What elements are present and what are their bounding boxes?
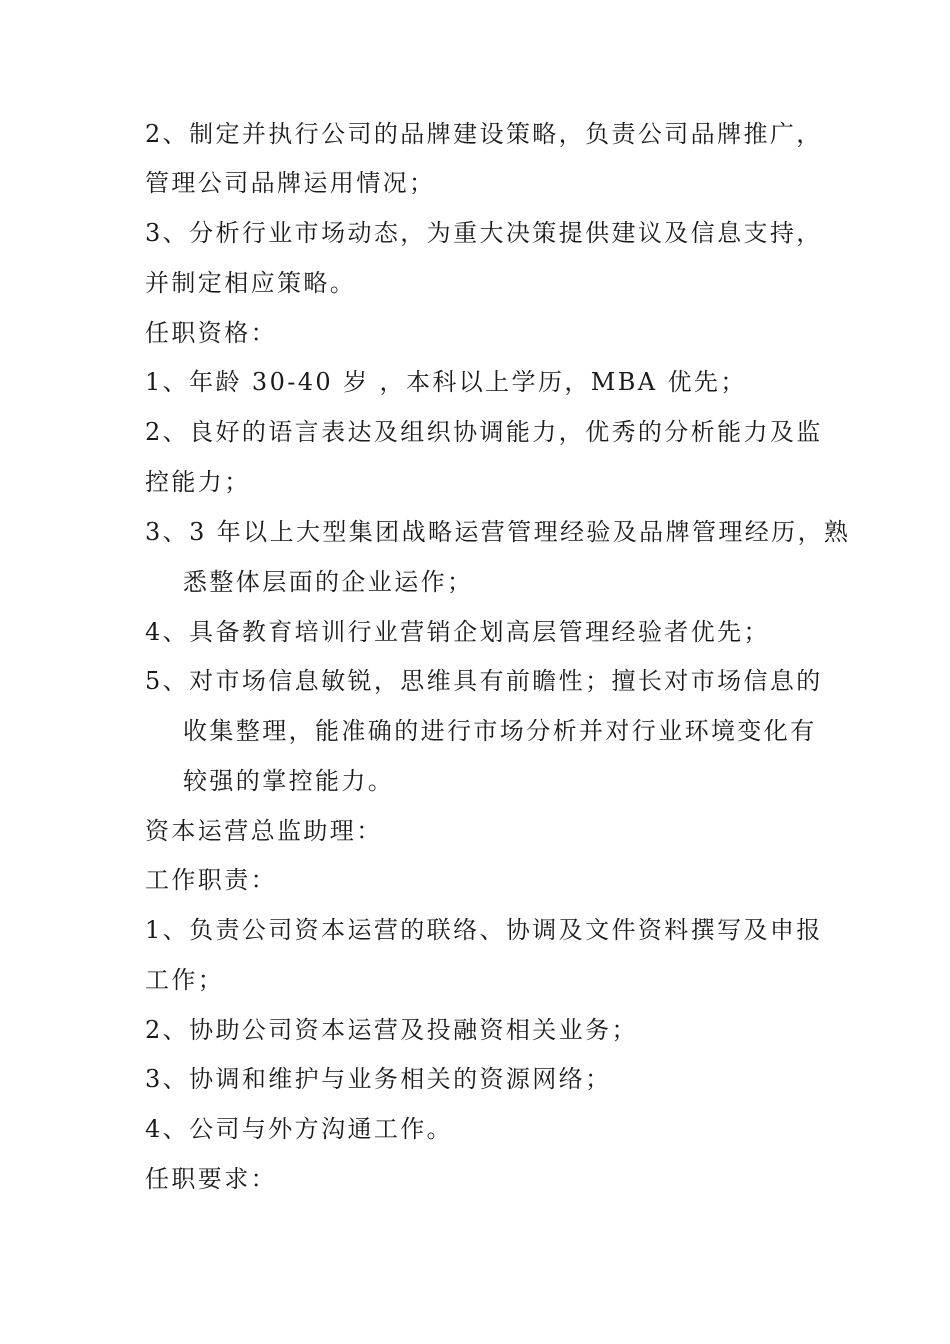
- section-heading: 工作职责：: [145, 866, 277, 894]
- text-line: 管理公司品牌运用情况；: [145, 169, 436, 197]
- text-line: 3、3 年以上大型集团战略运营管理经验及品牌管理经历，熟: [145, 518, 851, 546]
- section-heading: 资本运营总监助理：: [145, 817, 383, 845]
- text-line: 并制定相应策略。: [145, 269, 357, 297]
- text-line: 4、具备教育培训行业营销企划高层管理经验者优先；: [145, 618, 770, 646]
- text-line: 收集整理，能准确的进行市场分析并对行业环境变化有: [183, 717, 817, 745]
- text-line: 1、年龄 30-40 岁 ，本科以上学历，MBA 优先；: [145, 368, 747, 396]
- text-line: 3、协调和维护与业务相关的资源网络；: [145, 1065, 612, 1093]
- text-line: 4、公司与外方沟通工作。: [145, 1115, 454, 1143]
- section-heading: 任职资格：: [145, 319, 277, 347]
- text-line: 工作；: [145, 966, 225, 994]
- text-line: 1、负责公司资本运营的联络、协调及文件资料撰写及申报: [145, 916, 823, 944]
- text-line: 控能力；: [145, 468, 251, 496]
- text-line: 3、分析行业市场动态，为重大决策提供建议及信息支持，: [145, 219, 823, 247]
- text-line: 2、协助公司资本运营及投融资相关业务；: [145, 1016, 638, 1044]
- section-heading: 任职要求：: [145, 1165, 277, 1193]
- text-line: 悉整体层面的企业运作；: [183, 568, 474, 596]
- text-line: 2、良好的语言表达及组织协调能力，优秀的分析能力及监: [145, 418, 823, 446]
- text-line: 2、制定并执行公司的品牌建设策略，负责公司品牌推广，: [145, 120, 823, 148]
- text-line: 5、对市场信息敏锐，思维具有前瞻性；擅长对市场信息的: [145, 667, 823, 695]
- text-line: 较强的掌控能力。: [183, 767, 395, 795]
